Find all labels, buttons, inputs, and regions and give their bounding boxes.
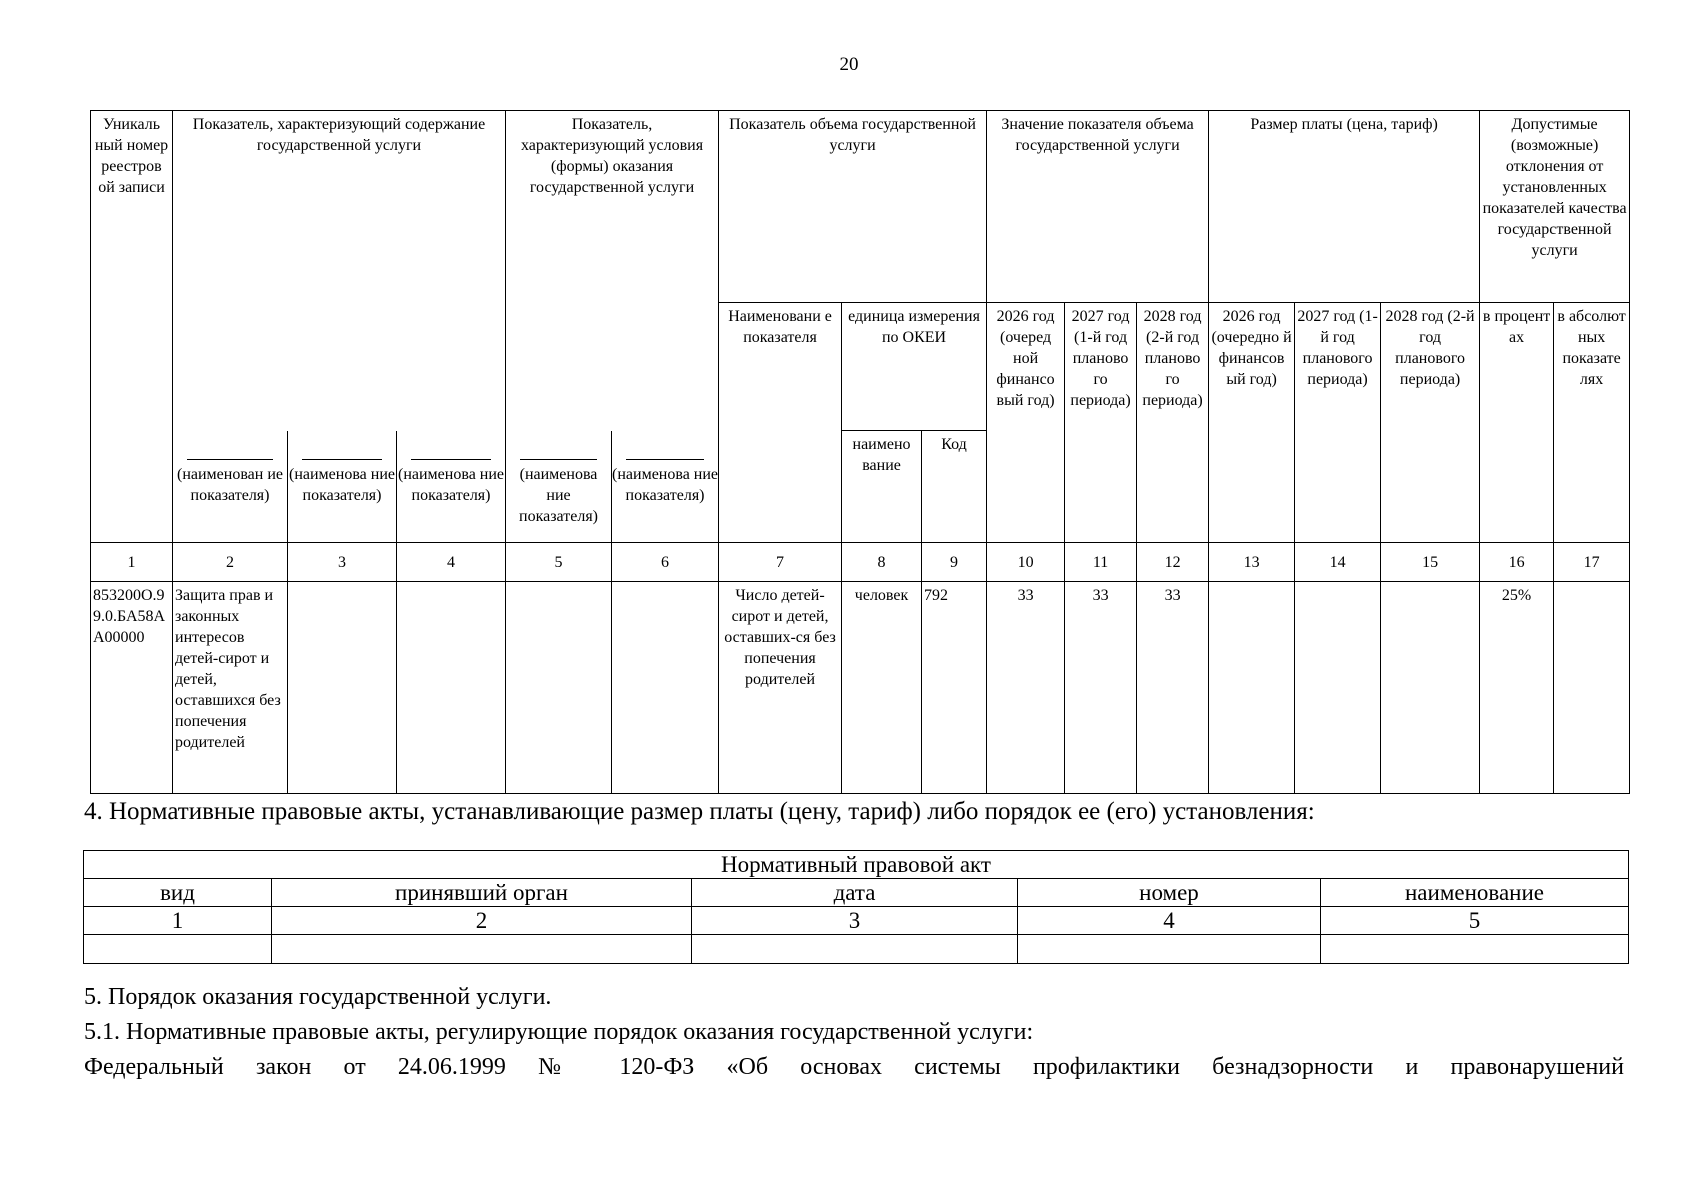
col-number: 13 bbox=[1209, 543, 1295, 582]
header-2028-value: 2028 год (2-й год планово го периода) bbox=[1137, 303, 1209, 543]
law-text: Федеральный закон от 24.06.1999 № 120-ФЗ «Об основах системы профилактики безнадзорности и правонарушений bbox=[84, 1054, 1624, 1080]
cell-empty bbox=[397, 582, 506, 794]
subheader-col6: (наименова ние показателя) bbox=[612, 431, 719, 543]
header-in-absolute: в абсолют ных показате лях bbox=[1554, 303, 1630, 543]
deviation-percent: 25% bbox=[1480, 582, 1554, 794]
col-number: 5 bbox=[506, 543, 612, 582]
value-2028: 33 bbox=[1137, 582, 1209, 794]
col-number: 9 bbox=[922, 543, 987, 582]
table-row bbox=[84, 935, 1629, 964]
acts-col-header: наименование bbox=[1321, 879, 1629, 907]
acts-col-number: 5 bbox=[1321, 907, 1629, 935]
header-okei-code: Код bbox=[922, 431, 987, 543]
value-2027: 33 bbox=[1065, 582, 1137, 794]
header-volume-value: Значение показателя объема государственной услуги bbox=[987, 111, 1209, 303]
col-number: 17 bbox=[1554, 543, 1630, 582]
col-number: 11 bbox=[1065, 543, 1137, 582]
fee-2026 bbox=[1209, 582, 1295, 794]
col-number: 15 bbox=[1381, 543, 1480, 582]
header-fee-size: Размер платы (цена, тариф) bbox=[1209, 111, 1480, 303]
fee-2028 bbox=[1381, 582, 1480, 794]
acts-col-header: номер bbox=[1018, 879, 1321, 907]
col-number: 7 bbox=[719, 543, 842, 582]
acts-col-number: 1 bbox=[84, 907, 272, 935]
col-number: 8 bbox=[842, 543, 922, 582]
subheader-col5: (наименова ние показателя) bbox=[506, 431, 612, 543]
fee-2027 bbox=[1295, 582, 1381, 794]
section-5-title: 5. Порядок оказания государственной услуги. bbox=[84, 984, 552, 1010]
acts-col-number: 3 bbox=[692, 907, 1018, 935]
section-4-title: 4. Нормативные правовые акты, устанавливающие размер платы (цену, тариф) либо порядок ее (его) установления: bbox=[84, 798, 1315, 825]
table-row bbox=[91, 582, 1630, 794]
col-number: 1 bbox=[91, 543, 173, 582]
cell-empty bbox=[1321, 935, 1629, 964]
registry-number: 853200О.99.0.БА58АА00000 bbox=[91, 582, 173, 794]
header-conditions-indicator: Показатель, характеризующий условия (формы) оказания государственной услуги bbox=[506, 111, 719, 431]
legal-acts-table bbox=[83, 850, 1629, 964]
header-2027-fee: 2027 год (1-й год планового периода) bbox=[1295, 303, 1381, 543]
header-registry-number: Уникаль ный номер реестров ой записи bbox=[91, 111, 173, 543]
header-2027-value: 2027 год (1-й год планово го периода) bbox=[1065, 303, 1137, 543]
cell-empty bbox=[506, 582, 612, 794]
subheader-col2: (наименован ие показателя) bbox=[173, 431, 288, 543]
unit-code: 792 bbox=[922, 582, 987, 794]
cell-empty bbox=[84, 935, 272, 964]
cell-empty bbox=[692, 935, 1018, 964]
subheader-col4: (наименова ние показателя) bbox=[397, 431, 506, 543]
service-content: Защита прав и законных интересов детей-сирот и детей, оставшихся без попечения родителей bbox=[173, 582, 288, 794]
header-content-indicator: Показатель, характеризующий содержание государственной услуги bbox=[173, 111, 506, 431]
col-number: 10 bbox=[987, 543, 1065, 582]
col-number: 14 bbox=[1295, 543, 1381, 582]
acts-col-header: дата bbox=[692, 879, 1018, 907]
volume-indicator-name: Число детей-сирот и детей, оставших-ся без попечения родителей bbox=[719, 582, 842, 794]
subheader-col3: (наименова ние показателя) bbox=[288, 431, 397, 543]
acts-col-header: принявший орган bbox=[272, 879, 692, 907]
header-volume-indicator: Показатель объема государственной услуги bbox=[719, 111, 987, 303]
header-okei-unit: единица измерения по ОКЕИ bbox=[842, 303, 987, 431]
cell-empty bbox=[288, 582, 397, 794]
deviation-absolute bbox=[1554, 582, 1630, 794]
acts-col-number: 4 bbox=[1018, 907, 1321, 935]
cell-empty bbox=[1018, 935, 1321, 964]
page-number: 20 bbox=[839, 54, 859, 75]
header-deviations: Допустимые (возможные) отклонения от установленных показателей качества государственной услуги bbox=[1480, 111, 1630, 303]
col-number: 12 bbox=[1137, 543, 1209, 582]
col-number: 2 bbox=[173, 543, 288, 582]
col-number: 6 bbox=[612, 543, 719, 582]
acts-col-number: 2 bbox=[272, 907, 692, 935]
unit-name: человек bbox=[842, 582, 922, 794]
header-2026-fee: 2026 год (очередно й финансов ый год) bbox=[1209, 303, 1295, 543]
col-number: 16 bbox=[1480, 543, 1554, 582]
col-number: 4 bbox=[397, 543, 506, 582]
header-okei-name: наимено вание bbox=[842, 431, 922, 543]
acts-table-title: Нормативный правовой акт bbox=[84, 851, 1629, 879]
service-volume-table bbox=[90, 110, 1630, 794]
header-2028-fee: 2028 год (2-й год планового периода) bbox=[1381, 303, 1480, 543]
header-in-percent: в процент ах bbox=[1480, 303, 1554, 543]
section-5-1-title: 5.1. Нормативные правовые акты, регулирующие порядок оказания государственной услуги: bbox=[84, 1019, 1034, 1045]
acts-col-header: вид bbox=[84, 879, 272, 907]
header-2026-value: 2026 год (очеред ной финансо вый год) bbox=[987, 303, 1065, 543]
value-2026: 33 bbox=[987, 582, 1065, 794]
header-indicator-name: Наименовани е показателя bbox=[719, 303, 842, 543]
cell-empty bbox=[272, 935, 692, 964]
col-number: 3 bbox=[288, 543, 397, 582]
cell-empty bbox=[612, 582, 719, 794]
